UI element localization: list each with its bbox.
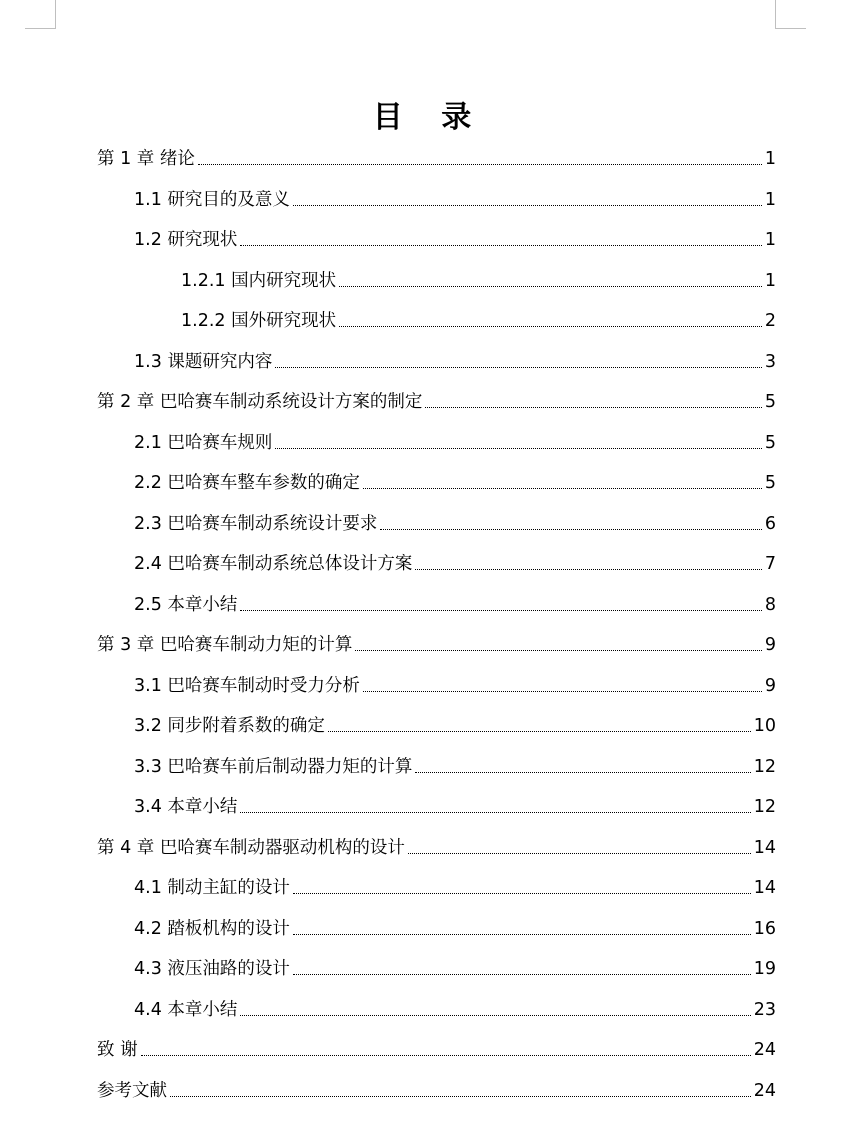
toc-entry-page-number: 7 [764,554,776,574]
toc-entry-label: 3.2 同步附着系数的确定 [134,716,325,736]
toc-entry-label: 第 2 章 巴哈赛车制动系统设计方案的制定 [97,392,423,412]
toc-dot-leader [275,448,761,449]
toc-entry-page-number: 5 [764,473,776,493]
toc-entry[interactable] [97,1031,776,1061]
toc-dot-leader [425,407,762,408]
toc-entry-label: 2.4 巴哈赛车制动系统总体设计方案 [134,554,413,574]
toc-entry[interactable] [134,424,776,454]
toc-entry-page-number: 3 [764,351,776,372]
crop-mark-top-left-vertical [55,0,56,28]
toc-entry-page-number: 2 [764,311,776,331]
toc-entry[interactable] [134,545,776,575]
page-title: 目 录 [372,100,486,135]
toc-entry[interactable] [134,464,776,494]
toc-dot-leader [240,610,761,611]
toc-entry-label: 1.3 课题研究内容 [134,351,273,372]
toc-dot-leader [293,205,762,206]
toc-entry-label: 3.4 本章小结 [134,797,238,817]
toc-dot-leader [240,245,761,246]
toc-entry[interactable] [134,869,776,899]
toc-entry-label: 4.2 踏板机构的设计 [134,918,290,939]
toc-entry-page-number: 9 [764,675,776,696]
toc-entry[interactable] [134,991,776,1021]
toc-entry-label: 4.3 液压油路的设计 [134,959,290,979]
toc-entry-label: 第 4 章 巴哈赛车制动器驱动机构的设计 [97,837,405,858]
toc-entry[interactable] [134,181,776,211]
toc-entry-page-number: 9 [764,635,776,655]
toc-entry-page-number: 24 [753,1080,776,1101]
toc-entry-label: 2.5 本章小结 [134,594,238,615]
toc-dot-leader [363,691,762,692]
toc-entry[interactable] [134,586,776,616]
toc-entry[interactable] [134,788,776,818]
toc-dot-leader [363,488,762,489]
toc-entry[interactable] [97,1072,776,1102]
toc-entry-label: 1.2 研究现状 [134,230,238,250]
toc-entry-page-number: 16 [753,918,776,939]
toc-entry[interactable] [134,221,776,251]
toc-dot-leader [198,164,762,165]
toc-entry-label: 参考文献 [97,1080,167,1101]
toc-entry[interactable] [134,343,776,373]
toc-entry-label: 4.4 本章小结 [134,999,238,1020]
toc-entry[interactable] [134,950,776,980]
toc-dot-leader [141,1055,751,1056]
toc-entry-page-number: 1 [764,270,776,291]
toc-dot-leader [275,367,761,368]
toc-entry-page-number: 1 [764,149,776,169]
toc-dot-leader [415,569,761,570]
toc-entry[interactable] [97,829,776,859]
toc-entry-label: 3.1 巴哈赛车制动时受力分析 [134,675,360,696]
toc-entry-page-number: 12 [753,756,776,777]
toc-entry-page-number: 24 [753,1040,776,1060]
toc-entry-page-number: 14 [753,837,776,858]
toc-dot-leader [408,853,751,854]
toc-dot-leader [339,286,762,287]
toc-entry-page-number: 5 [764,392,776,412]
toc-entry-label: 2.3 巴哈赛车制动系统设计要求 [134,513,378,534]
toc-entry-label: 第 3 章 巴哈赛车制动力矩的计算 [97,635,353,655]
crop-mark-top-right-vertical [775,0,776,28]
toc-entry-label: 2.2 巴哈赛车整车参数的确定 [134,473,360,493]
toc-entry-label: 1.1 研究目的及意义 [134,189,290,210]
toc-entry-page-number: 1 [764,189,776,210]
toc-entry[interactable] [134,707,776,737]
toc-entry-page-number: 6 [764,513,776,534]
toc-entry[interactable] [134,667,776,697]
toc-entry-page-number: 14 [753,878,776,898]
toc-entry[interactable] [97,140,776,170]
toc-entry[interactable] [97,626,776,656]
toc-entry-page-number: 8 [764,594,776,615]
crop-mark-top-right-horizontal [775,28,806,29]
toc-entry-page-number: 5 [764,432,776,453]
toc-dot-leader [328,731,751,732]
toc-entry[interactable] [181,262,776,292]
toc-entry-label: 1.2.1 国内研究现状 [181,270,337,291]
toc-entry-label: 2.1 巴哈赛车规则 [134,432,273,453]
toc-entry[interactable] [181,302,776,332]
toc-dot-leader [339,326,762,327]
toc-entry-page-number: 1 [764,230,776,250]
toc-entry-label: 4.1 制动主缸的设计 [134,878,290,898]
toc-entry-label: 致 谢 [97,1040,138,1060]
toc-entry-page-number: 10 [753,716,776,736]
toc-entry-page-number: 12 [753,797,776,817]
toc-entry-page-number: 19 [753,959,776,979]
toc-dot-leader [293,893,751,894]
toc-dot-leader [293,974,751,975]
toc-entry-label: 1.2.2 国外研究现状 [181,311,337,331]
toc-entry-label: 第 1 章 绪论 [97,149,195,169]
toc-dot-leader [380,529,761,530]
toc-entry[interactable] [97,383,776,413]
toc-entry[interactable] [134,748,776,778]
toc-dot-leader [170,1096,751,1097]
toc-entry-page-number: 23 [753,999,776,1020]
toc-entry[interactable] [134,910,776,940]
toc-dot-leader [240,812,750,813]
toc-dot-leader [240,1015,750,1016]
toc-dot-leader [355,650,762,651]
toc-dot-leader [415,772,750,773]
toc-entry[interactable] [134,505,776,535]
toc-entry-label: 3.3 巴哈赛车前后制动器力矩的计算 [134,756,413,777]
toc-dot-leader [293,934,751,935]
crop-mark-top-left-horizontal [25,28,56,29]
